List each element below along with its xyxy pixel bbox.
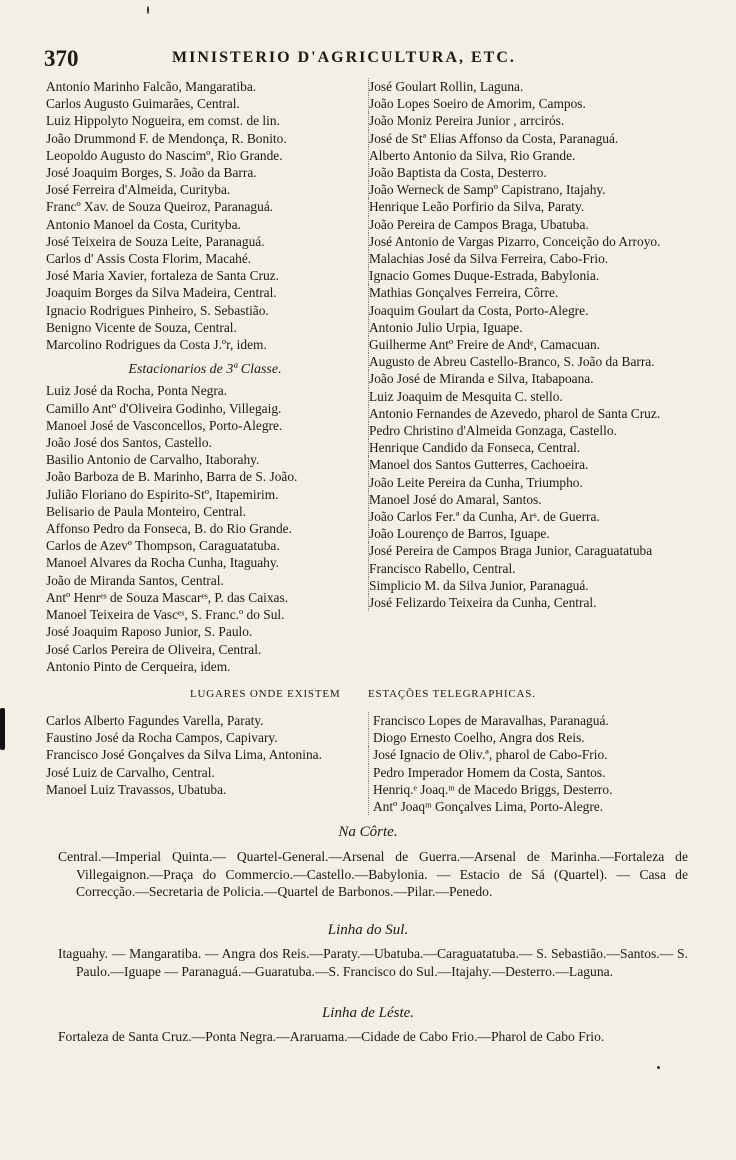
list-item: Manoel José de Vasconcellos, Porto-Alegre. bbox=[46, 417, 283, 433]
list-item: José Joaquim Raposo Junior, S. Paulo. bbox=[46, 624, 253, 640]
list-item: Camillo Antº d'Oliveira Godinho, Villegaig. bbox=[46, 400, 282, 416]
list-item: José Carlos Pereira de Oliveira, Central. bbox=[46, 641, 262, 657]
list-item: Joaquim Borges da Silva Madeira, Central. bbox=[46, 285, 277, 301]
list-item: Francisco José Gonçalves da Silva Lima, Antonina. bbox=[46, 747, 322, 763]
section-text-corte bbox=[58, 848, 688, 901]
list-item: Julião Floriano do Espirito-Stº, Itapemirim. bbox=[46, 486, 279, 502]
list-item: João Werneck de Sampº Capistrano, Itajahy. bbox=[368, 181, 686, 198]
list-item: Malachias José da Silva Ferreira, Cabo-Frio. bbox=[368, 250, 686, 267]
list-item: João Lourenço de Barros, Iguape. bbox=[368, 525, 686, 542]
list-item: Ignacio Gomes Duque-Estrada, Babylonia. bbox=[368, 267, 686, 284]
page-number: 370 bbox=[44, 46, 79, 71]
list-item: Affonso Pedro da Fonseca, B. do Rio Grande. bbox=[46, 521, 292, 537]
list-item: José Antonio de Vargas Pizarro, Conceição do Arroyo. bbox=[368, 233, 686, 250]
list-item: José Luiz de Carvalho, Central. bbox=[46, 764, 215, 780]
list-item: João Pereira de Campos Braga, Ubatuba. bbox=[368, 216, 686, 233]
list-item: Belisario de Paula Monteiro, Central. bbox=[46, 503, 247, 519]
telegraph-right-column bbox=[368, 712, 686, 815]
list-item: Henrique Leão Porfirio da Silva, Paraty. bbox=[368, 198, 686, 215]
list-item: Carlos Alberto Fagundes Varella, Paraty. bbox=[46, 713, 264, 728]
list-item: Manoel Luiz Travassos, Ubatuba. bbox=[46, 781, 227, 797]
list-item: Antº Joaqᵐ Gonçalves Lima, Porto-Alegre. bbox=[368, 798, 686, 815]
top-left-list bbox=[46, 78, 364, 353]
list-item: Alberto Antonio da Silva, Rio Grande. bbox=[368, 147, 686, 164]
list-item: Basilio Antonio de Carvalho, Itaborahy. bbox=[46, 452, 260, 468]
telegraph-right-list bbox=[368, 712, 686, 815]
ink-speck bbox=[657, 1066, 660, 1069]
list-item: Diogo Ernesto Coelho, Angra dos Reis. bbox=[368, 729, 686, 746]
left-column bbox=[46, 78, 364, 675]
list-item: Augusto de Abreu Castello-Branco, S. João da Barra. bbox=[368, 353, 686, 370]
list-item: José Pereira de Campos Braga Junior, Caraguatatuba bbox=[368, 542, 686, 559]
list-item: Joaquim Goulart da Costa, Porto-Alegre. bbox=[368, 302, 686, 319]
list-item: João de Miranda Santos, Central. bbox=[46, 572, 224, 588]
list-item: Francº Xav. de Souza Queiroz, Paranaguá. bbox=[46, 199, 274, 215]
list-item: Mathias Gonçalves Ferreira, Côrre. bbox=[368, 284, 686, 301]
list-item: Manoel dos Santos Gutterres, Cachoeira. bbox=[368, 456, 686, 473]
list-item: Luiz Hippolyto Nogueira, em comst. de lin. bbox=[46, 113, 280, 129]
section-text-sul-body: Itaguahy. — Mangaratiba. — Angra dos Reis.—Paraty.—Ubatuba.—Caraguatatuba.— S. Sebastião.—Santos.— S. Paulo.—Iguape — Paranaguá.—Guaratuba.—S. Francisco do Sul.—Itajahy.—Desterro.—Laguna. bbox=[58, 946, 688, 979]
list-item: Antonio Manoel da Costa, Curityba. bbox=[46, 216, 241, 232]
list-item: Antonio Julio Urpia, Iguape. bbox=[368, 319, 686, 336]
section-text-leste bbox=[58, 1028, 688, 1046]
list-item: Francisco Rabello, Central. bbox=[368, 560, 686, 577]
telegraph-heading-left: LUGARES ONDE EXISTEM bbox=[190, 688, 341, 700]
list-item: Francisco Lopes de Maravalhas, Paranaguá. bbox=[368, 712, 686, 729]
list-item: Henrique Candido da Fonseca, Central. bbox=[368, 439, 686, 456]
page-header bbox=[44, 46, 704, 72]
ink-mark bbox=[0, 708, 5, 750]
list-item: Carlos d' Assis Costa Florim, Macahé. bbox=[46, 251, 252, 267]
list-item: João Lopes Soeiro de Amorim, Campos. bbox=[368, 95, 686, 112]
stationary-left-list bbox=[46, 382, 364, 674]
list-item: Manoel José do Amaral, Santos. bbox=[368, 491, 686, 508]
list-item: João José de Miranda e Silva, Itabapoana. bbox=[368, 370, 686, 387]
list-item: Henriq.ᵉ Joaq.ᵐ de Macedo Briggs, Desterro. bbox=[368, 781, 686, 798]
telegraph-left-list bbox=[46, 712, 364, 798]
list-item: João Moniz Pereira Junior , arrcirós. bbox=[368, 112, 686, 129]
list-item: Marcolino Rodrigues da Costa J.ºr, idem. bbox=[46, 337, 267, 353]
list-item: Antonio Fernandes de Azevedo, pharol de Santa Cruz. bbox=[368, 405, 686, 422]
running-title: MINISTERIO D'AGRICULTURA, ETC. bbox=[172, 49, 516, 66]
list-item: José Joaquim Borges, S. João da Barra. bbox=[46, 165, 257, 181]
ink-speck bbox=[147, 6, 149, 14]
list-item: José Teixeira de Souza Leite, Paranaguá. bbox=[46, 233, 265, 249]
list-item: Faustino José da Rocha Campos, Capivary. bbox=[46, 730, 278, 746]
section-text-corte-body: Central.—Imperial Quinta.— Quartel-General.—Arsenal de Guerra.—Arsenal de Marinha.—Fortaleza de Villegaignon.—Praça do Commercio.—Castello.—Babylonia. — Estacio de Sá (Quartel). — Casa de Correcção.—Secretaria de Policia.—Quartel de Barbonos.—Pilar.—Penedo. bbox=[58, 849, 688, 899]
list-item: Manoel Teixeira de Vascᵉˢ, S. Franc.º do Sul. bbox=[46, 607, 285, 623]
list-item: João Drummond F. de Mendonça, R. Bonito. bbox=[46, 130, 287, 146]
list-item: José de Stª Elias Affonso da Costa, Paranaguá. bbox=[368, 130, 686, 147]
list-item: Pedro Christino d'Almeida Gonzaga, Castello. bbox=[368, 422, 686, 439]
list-item: Antonio Pinto de Cerqueira, idem. bbox=[46, 658, 231, 674]
list-item: Luiz Joaquim de Mesquita C. stello. bbox=[368, 388, 686, 405]
list-item: Antº Henrᵉˢ de Souza Mascarᵉˢ, P. das Caixas. bbox=[46, 589, 289, 605]
telegraph-left-column bbox=[46, 712, 364, 798]
list-item: João Carlos Fer.ª da Cunha, Arˢ. de Guerra. bbox=[368, 508, 686, 525]
list-item: José Ferreira d'Almeida, Curityba. bbox=[46, 182, 231, 198]
list-item: José Felizardo Teixeira da Cunha, Central. bbox=[368, 594, 686, 611]
list-item: Benigno Vicente de Souza, Central. bbox=[46, 319, 237, 335]
stationary-heading: Estacionarios de 3ª Classe. bbox=[128, 362, 282, 378]
list-item: Antonio Marinho Falcão, Mangaratiba. bbox=[46, 79, 257, 94]
right-column bbox=[368, 78, 686, 611]
section-title-corte: Na Côrte. bbox=[338, 824, 398, 840]
list-item: Guilherme Antº Freire de Andᵉ, Camacuan. bbox=[368, 336, 686, 353]
section-text-leste-body: Fortaleza de Santa Cruz.—Ponta Negra.—Araruama.—Cidade de Cabo Frio.—Pharol de Cabo Frio. bbox=[58, 1029, 605, 1044]
list-item: Manoel Alvares da Rocha Cunha, Itaguahy. bbox=[46, 555, 280, 571]
section-title-sul: Linha do Sul. bbox=[327, 922, 409, 938]
list-item: João Baptista da Costa, Desterro. bbox=[368, 164, 686, 181]
telegraph-heading-right: ESTAÇÕES TELEGRAPHICAS. bbox=[368, 688, 536, 700]
list-item: Ignacio Rodrigues Pinheiro, S. Sebastião. bbox=[46, 302, 269, 318]
list-item: Simplicio M. da Silva Junior, Paranaguá. bbox=[368, 577, 686, 594]
list-item: Carlos de Azevº Thompson, Caraguatatuba. bbox=[46, 538, 280, 554]
list-item: José Goulart Rollin, Laguna. bbox=[368, 78, 686, 95]
list-item: José Maria Xavier, fortaleza de Santa Cruz. bbox=[46, 268, 279, 284]
list-item: Carlos Augusto Guimarães, Central. bbox=[46, 96, 240, 112]
section-title-leste: Linha de Léste. bbox=[321, 1005, 415, 1021]
list-item: João José dos Santos, Castello. bbox=[46, 435, 212, 451]
list-item: João Leite Pereira da Cunha, Triumpho. bbox=[368, 474, 686, 491]
right-list bbox=[368, 78, 686, 611]
section-text-sul bbox=[58, 945, 688, 980]
list-item: João Barboza de B. Marinho, Barra de S. João. bbox=[46, 469, 298, 485]
list-item: Leopoldo Augusto do Nascimº, Rio Grande. bbox=[46, 147, 283, 163]
list-item: Pedro Imperador Homem da Costa, Santos. bbox=[368, 764, 686, 781]
list-item: Luiz José da Rocha, Ponta Negra. bbox=[46, 383, 228, 399]
list-item: José Ignacio de Oliv.ª, pharol de Cabo-Frio. bbox=[368, 746, 686, 763]
